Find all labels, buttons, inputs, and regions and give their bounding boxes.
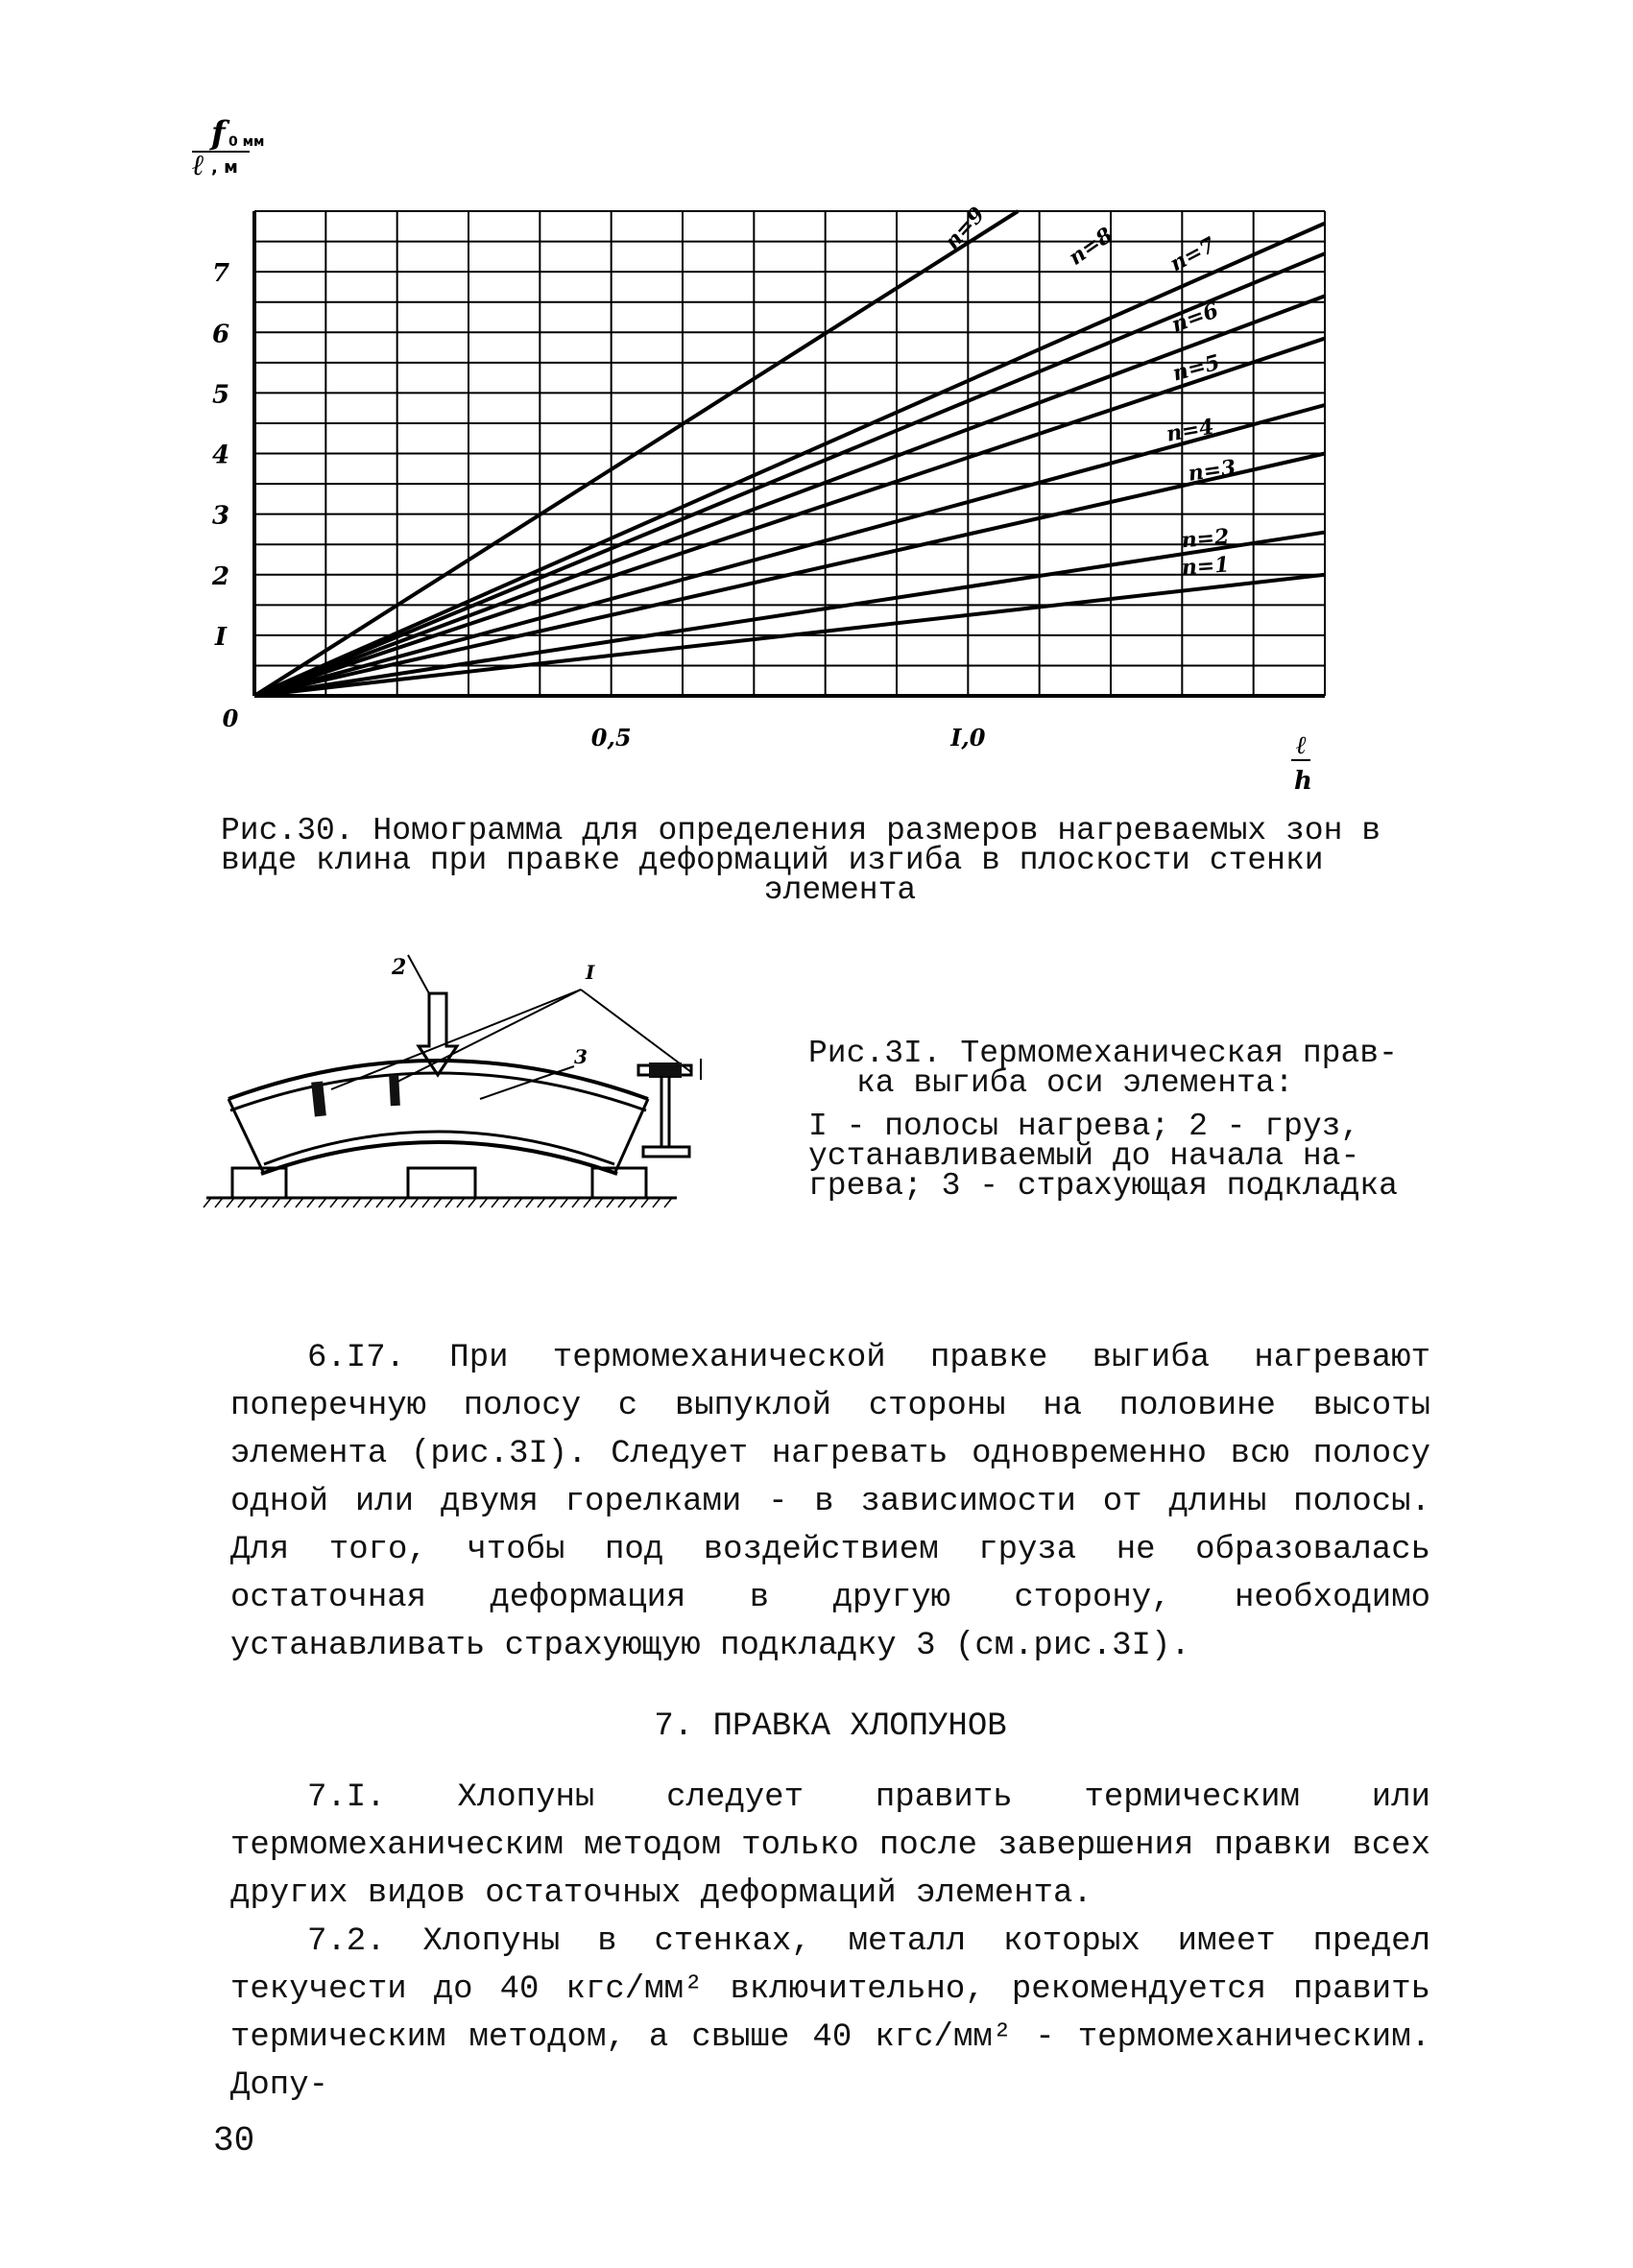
paragraph-6-17-text: 6.I7. При термомеханической правке выгиба нагревают поперечную полосу с выпуклой стороны на половине высоты элемента (рис.3I). Следует нагревать одновременно всю полосу одной или двумя горелками - в зависимости от длины полосы. Для того, чтобы под воздействием груза не образовалась остаточная деформация в другую сторону, необходимо устанавливать страхующую подкладку 3 (см.рис.3I). [230,1340,1430,1664]
label-3: 3 [574,1045,588,1068]
paragraph-7-1-text: 7.I. Хлопуны следует править термическим или термомеханическим методом только после завершения правки всех других видов остаточных деформаций элемента. [230,1779,1430,1912]
section-heading-7: 7. ПРАВКА ХЛОПУНОВ [654,1708,1007,1745]
x-axis-label-top: ℓ [1296,731,1308,760]
beam-bottom-flange-inner [264,1132,614,1164]
y-axis-label [192,114,265,182]
beam-left-end [228,1099,263,1172]
y-axis-label-bottom-unit: , м [211,157,238,178]
label-2: 2 [392,955,407,980]
figure-30-caption-line-2: виде клина при правке деформаций изгиба в плоскости стенки [221,843,1324,878]
series-label-n8: n=8 [1064,222,1118,271]
paragraph-6-17 [230,1334,1430,1670]
y-tick-6: 6 [211,320,230,349]
series-labels [940,203,1237,581]
series-line-n2 [254,533,1325,696]
y-axis-label-bottom: ℓ [192,149,204,182]
figure-31-legend-3: грева; 3 - страхующая подкладка [808,1168,1398,1204]
series-label-n3: n=3 [1186,455,1237,487]
series-label-n1: n=1 [1180,552,1231,581]
y-axis-label-top: f [211,114,226,153]
support-right [592,1168,646,1198]
x-axis-label-bottom: h [1294,767,1312,796]
series-label-n4: n=4 [1164,414,1216,447]
ibeam-bottom-flange [643,1147,689,1157]
y-tick-3: 3 [211,501,230,531]
figure-31-caption-title-1: Рис.3I. Термомеханическая прав- [808,1036,1398,1071]
x-axis-label [1291,731,1312,796]
figure-31-caption-title-2: ка выгиба оси элемента: [856,1065,1294,1101]
leader-1c [581,990,691,1072]
support-middle [408,1168,475,1198]
figure-31-caption [808,1036,1423,1204]
beam-right-end [615,1099,648,1172]
figure-30-caption [221,813,1459,908]
series-label-n7: n=7 [1165,232,1220,277]
figure-31-legend-2: устанавливаемый до начала на- [808,1138,1360,1174]
figure-30-caption-line-1: Рис.30. Номограмма для определения размеров нагреваемых зон в [221,813,1381,848]
support-left [232,1168,286,1198]
leader-2 [408,955,430,995]
leader-3 [480,1066,574,1099]
x-tick-2: I,0 [950,724,986,752]
paragraph-7-2 [230,1918,1430,2110]
label-1: I [586,961,595,984]
figure-31-legend-1: I - полосы нагрева; 2 - груз, [808,1109,1360,1144]
leader-1b [397,990,581,1082]
series-label-n9: n=9 [939,202,991,255]
heating-strip-1 [311,1081,326,1116]
y-tick-4: 4 [211,441,230,470]
x-tick-1: 0,5 [590,724,632,752]
figure-30-caption-line-3: элемента [763,872,917,908]
paragraph-7-1 [230,1774,1430,1918]
y-tick-2: 2 [211,561,230,591]
figure-31-drawing [192,955,787,1233]
series-label-n5: n=5 [1169,349,1223,387]
y-axis-label-unit: 0 мм [228,134,265,150]
nomogram-chart [192,114,1392,806]
ibeam-heated-flange [649,1062,682,1078]
paragraph-7-2-text: 7.2. Хлопуны в стенках, металл которых имеет предел текучести до 40 кгс/мм² включительно, рекомендуется править термическим методом, а свыше 40 кгс/мм² - термомеханическим. Допу- [230,1923,1430,2104]
y-tick-7: 7 [211,259,230,289]
load-arrow [419,993,457,1075]
heating-strip-2 [389,1075,400,1106]
series-line-n7 [254,253,1325,696]
origin-label: 0 [222,704,239,732]
series-label-n2: n=2 [1180,524,1231,554]
page-number: 30 [213,2121,255,2161]
y-tick-5: 5 [211,380,230,410]
series-line-n8 [254,224,1325,696]
series-label-n6: n=6 [1168,298,1222,338]
y-tick-1: I [214,622,228,652]
series-line-n4 [254,405,1325,696]
